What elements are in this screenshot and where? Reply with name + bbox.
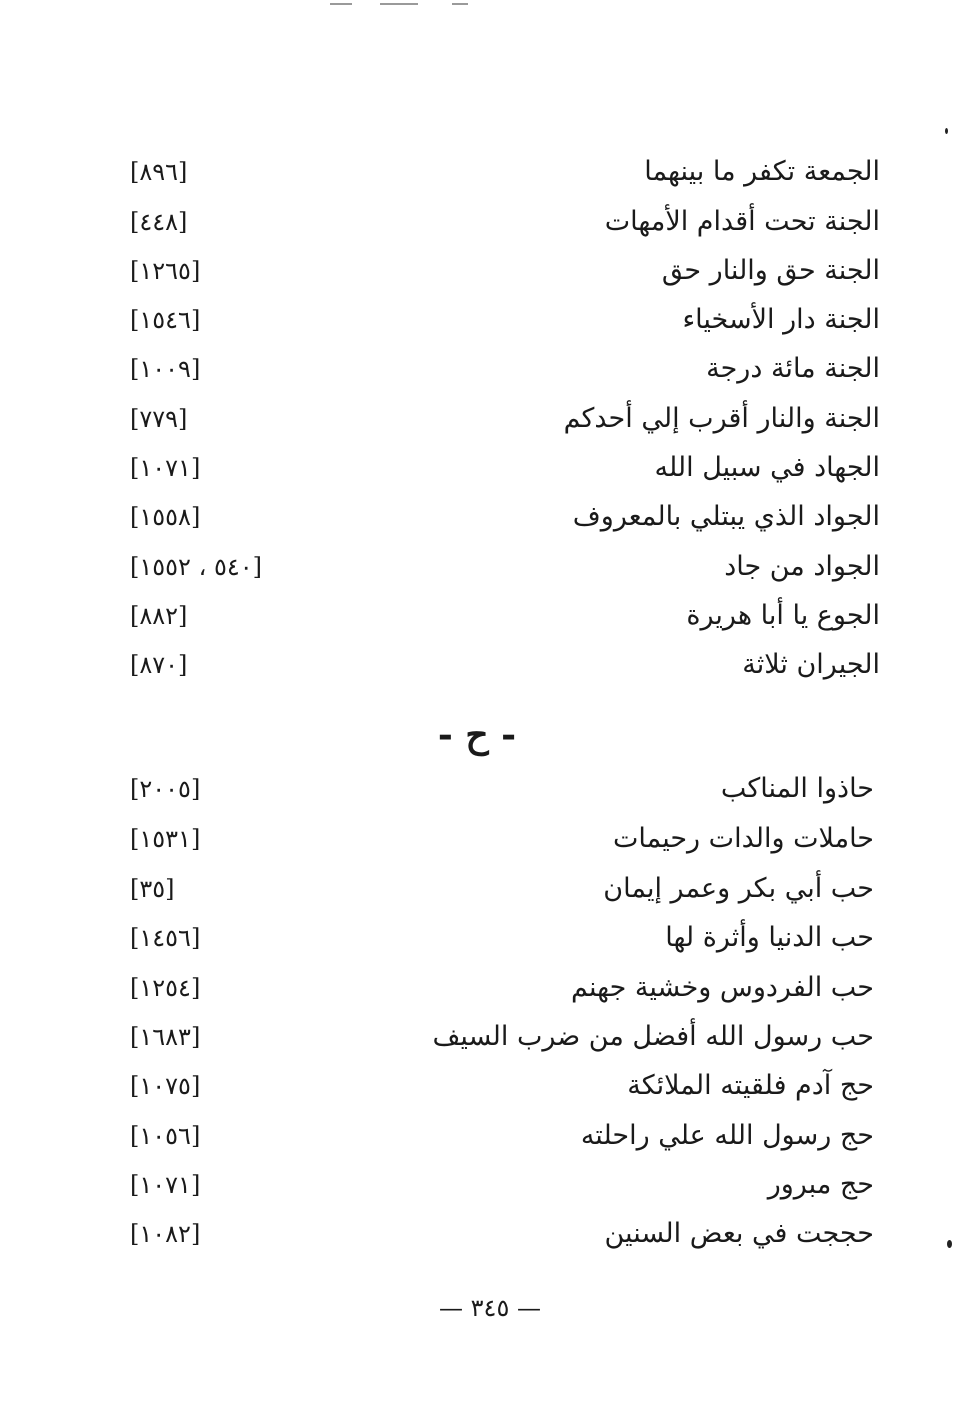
entry-text: الجيران ثلاثة	[742, 649, 880, 680]
scan-speck	[947, 1240, 952, 1248]
entry-text: الجواد من جاد	[724, 551, 880, 582]
entry-reference: [١٤٥٦]	[130, 924, 201, 952]
entry-text: حج آدم فلقيته الملائكة	[627, 1070, 874, 1101]
index-entry	[120, 1163, 880, 1207]
entry-text: حب أبي بكر وعمر إيمان	[603, 873, 874, 904]
entry-text: حب الدنيا وأثرة لها	[665, 922, 874, 953]
entry-reference: [١٠٨٢]	[130, 1220, 201, 1248]
entry-text: حججت في بعض السنين	[604, 1218, 874, 1249]
entry-text: الجواد الذي يبتلي بالمعروف	[572, 501, 880, 532]
entry-reference: [٥٤٠ ، ١٥٥٢]	[130, 553, 262, 581]
entry-text: الجنة تحت أقدام الأمهات	[604, 206, 880, 237]
section-header-ha: - ح -	[437, 714, 517, 756]
entry-text: الجمعة تكفر ما بينهما	[644, 156, 880, 187]
index-entry	[120, 966, 880, 1010]
index-entry	[120, 916, 880, 960]
entry-reference: [١٥٣١]	[130, 825, 201, 853]
entry-reference: [٢٠٠٥]	[130, 775, 201, 803]
index-entry	[120, 867, 880, 911]
index-entry	[120, 545, 880, 589]
index-entry	[120, 594, 880, 638]
entry-reference: [٨٨٢]	[130, 602, 188, 630]
index-entry	[120, 643, 880, 687]
entry-text: الجهاد في سبيل الله	[654, 452, 880, 483]
index-entry	[120, 249, 880, 293]
entry-text: الجنة دار الأسخياء	[682, 304, 880, 335]
entry-text: الجنة مائة درجة	[706, 353, 880, 384]
index-entry	[120, 200, 880, 244]
entry-reference: [٨٩٦]	[130, 158, 188, 186]
entry-reference: [١٠٥٦]	[130, 1122, 201, 1150]
index-entry	[120, 1015, 880, 1059]
index-entry	[120, 298, 880, 342]
entry-reference: [٣٥]	[130, 875, 175, 903]
entry-text: حج رسول الله علي راحلته	[580, 1120, 874, 1151]
entry-text: الجوع يا أبا هريرة	[686, 600, 880, 631]
entry-reference: [١٠٧٥]	[130, 1072, 201, 1100]
index-entry	[120, 347, 880, 391]
entry-text: حج مبرور	[767, 1169, 874, 1200]
entry-reference: [١٠٧١]	[130, 1171, 201, 1199]
entry-text: الجنة والنار أقرب إلي أحدكم	[563, 403, 880, 434]
index-entry	[120, 446, 880, 490]
entry-reference: [١٠٠٩]	[130, 355, 201, 383]
index-entry	[120, 1064, 880, 1108]
index-entry	[120, 397, 880, 441]
entry-reference: [٨٧٠]	[130, 651, 188, 679]
entry-text: الجنة حق والنار حق	[661, 255, 880, 286]
entry-reference: [١٠٧١]	[130, 454, 201, 482]
top-edge-marks	[330, 0, 470, 8]
entry-reference: [١٢٥٤]	[130, 974, 201, 1002]
entry-reference: [١٦٨٣]	[130, 1023, 201, 1051]
entry-text: حب الفردوس وخشية جهنم	[571, 972, 874, 1003]
entry-reference: [١٢٦٥]	[130, 257, 201, 285]
index-entry	[120, 767, 880, 811]
entry-reference: [١٥٤٦]	[130, 306, 201, 334]
entry-text: حب رسول الله أفضل من ضرب السيف	[432, 1021, 874, 1052]
entry-text: حاذوا المناكب	[720, 773, 874, 804]
scan-speck	[945, 128, 948, 134]
index-entry	[120, 150, 880, 194]
index-entry	[120, 495, 880, 539]
index-entry	[120, 817, 880, 861]
entry-reference: [٧٧٩]	[130, 405, 188, 433]
index-entry	[120, 1114, 880, 1158]
entry-reference: [٤٤٨]	[130, 208, 188, 236]
entry-text: حاملات والدات رحيمات	[612, 823, 874, 854]
page-number: — ٣٤٥ —	[439, 1294, 541, 1322]
entry-reference: [١٥٥٨]	[130, 503, 201, 531]
index-entry	[120, 1212, 880, 1256]
